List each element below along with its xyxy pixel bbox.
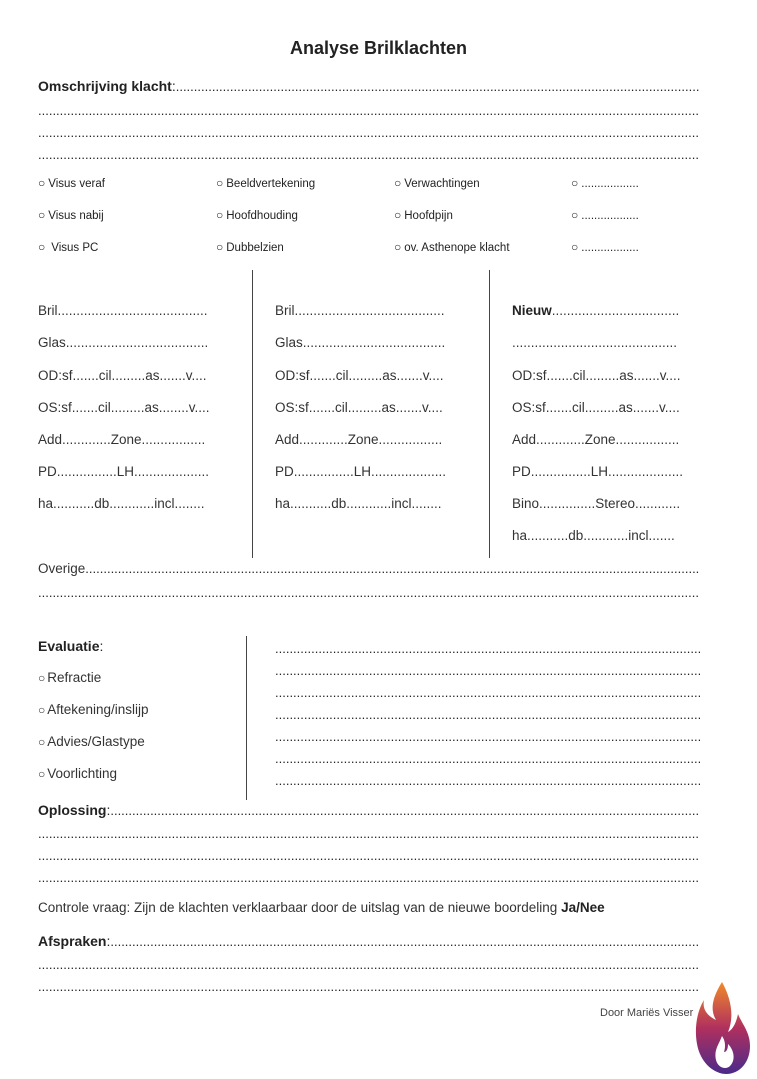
col3-os[interactable]: OS:sf.......cil.........as.......v.... [512,400,680,415]
complaint-label: Omschrijving klacht [38,78,172,94]
col2-bril[interactable]: Bril........................................ [275,303,445,318]
radio-circle-icon: ○ [571,240,579,254]
radio-circle-icon: ○ [394,240,402,254]
radio-circle-icon: ○ [394,208,402,222]
radio-circle-icon: ○ [38,767,46,781]
author-signature: Door Mariës Visser [600,1007,694,1019]
option-hoofdpijn[interactable]: ○ Hoofdpijn [394,208,453,222]
column-divider-1 [252,270,253,558]
radio-circle-icon: ○ [38,671,46,685]
overige-line-1[interactable] [85,561,700,576]
complaint-line-1[interactable] [176,79,700,94]
afspraken-line-1[interactable] [110,934,700,949]
radio-circle-icon: ○ [38,735,46,749]
eval-line-3[interactable] [275,685,700,700]
col2-od[interactable]: OD:sf.......cil.........as.......v.... [275,368,444,383]
oplossing-line-4[interactable] [38,870,700,885]
oplossing-line-2[interactable] [38,826,700,841]
eval-line-4[interactable] [275,707,700,722]
eval-line-5[interactable] [275,729,700,744]
radio-circle-icon: ○ [216,240,224,254]
col2-ha[interactable]: ha...........db............incl........ [275,496,442,511]
radio-circle-icon: ○ [394,176,402,190]
radio-circle-icon: ○ [571,176,579,190]
option-other-2[interactable]: ○ .................. [571,208,639,222]
col1-od[interactable]: OD:sf.......cil.........as.......v.... [38,368,207,383]
controle-question: Controle vraag: Zijn de klachten verklaarbaar door de uitslag van de nieuwe boordeling Ja/Nee [38,900,605,915]
page-title: Analyse Brilklachten [289,38,468,58]
flame-logo-icon [692,980,754,1076]
col3-line-blank[interactable]: ............................................ [512,335,678,350]
controle-answer[interactable]: Ja/Nee [561,900,605,915]
col1-pd[interactable]: PD................LH.................... [38,464,210,479]
eval-line-2[interactable] [275,663,700,678]
col1-ha[interactable]: ha...........db............incl........ [38,496,205,511]
col3-title: Nieuw [512,303,552,318]
radio-circle-icon: ○ [216,176,224,190]
option-hoofdhouding[interactable]: ○ Hoofdhouding [216,208,298,222]
radio-circle-icon: ○ [38,703,46,717]
eval-line-1[interactable] [275,641,700,656]
oplossing-label: Oplossing [38,802,107,818]
eval-refractie[interactable]: ○ Refractie [38,670,102,685]
col1-add[interactable]: Add.............Zone................. [38,432,206,447]
col1-bril[interactable]: Bril........................................ [38,303,208,318]
col2-pd[interactable]: PD................LH.................... [275,464,447,479]
afspraken-line-2[interactable] [38,957,700,972]
col3-pd[interactable]: PD................LH.................... [512,464,684,479]
col2-os[interactable]: OS:sf.......cil.........as.......v.... [275,400,443,415]
eval-aftekening[interactable]: ○ Aftekening/inslijp [38,702,149,717]
radio-circle-icon: ○ [38,208,46,222]
option-asthenope[interactable]: ○ ov. Asthenope klacht [394,240,510,254]
col2-glas[interactable]: Glas...................................... [275,335,446,350]
eval-advies[interactable]: ○ Advies/Glastype [38,734,145,749]
col2-add[interactable]: Add.............Zone................. [275,432,443,447]
oplossing-section: Oplossing : ..... [38,802,700,818]
option-dubbelzien[interactable]: ○ Dubbelzien [216,240,284,254]
col3-od[interactable]: OD:sf.......cil.........as.......v.... [512,368,681,383]
complaint-section: Omschrijving klacht : ..... [38,78,700,94]
col1-glas[interactable]: Glas...................................... [38,335,209,350]
option-visus-veraf[interactable]: ○ Visus veraf [38,176,105,190]
complaint-line-4[interactable] [38,147,700,162]
complaint-line-3[interactable] [38,125,700,140]
column-divider-2 [489,270,490,558]
overige-section [38,561,700,576]
option-other-3[interactable]: ○ .................. [571,240,639,254]
col3-nieuw[interactable]: Nieuw.................................. [512,303,680,318]
overige-label: Overige [38,561,86,576]
radio-circle-icon: ○ [571,208,579,222]
evaluatie-divider [246,636,247,800]
eval-line-6[interactable] [275,751,700,766]
col3-add[interactable]: Add.............Zone................. [512,432,680,447]
overige-line-2[interactable] [38,585,700,600]
col3-ha[interactable]: ha...........db............incl....... [512,528,675,543]
complaint-line-2[interactable] [38,103,700,118]
oplossing-line-3[interactable] [38,848,700,863]
afspraken-label: Afspraken [38,933,107,949]
radio-circle-icon: ○ [38,240,46,254]
radio-circle-icon: ○ [216,208,224,222]
option-beeldvertekening[interactable]: ○ Beeldvertekening [216,176,316,190]
evaluatie-label: Evaluatie: [38,638,104,654]
afspraken-section: Afspraken : ..... [38,933,700,949]
option-visus-nabij[interactable]: ○ Visus nabij [38,208,104,222]
eval-voorlichting[interactable]: ○ Voorlichting [38,766,118,781]
option-other-1[interactable]: ○ .................. [571,176,639,190]
col3-bino[interactable]: Bino...............Stereo............ [512,496,681,511]
eval-line-7[interactable] [275,773,700,788]
option-visus-pc[interactable]: ○ Visus PC [38,240,99,254]
option-verwachtingen[interactable]: ○ Verwachtingen [394,176,480,190]
radio-circle-icon: ○ [38,176,46,190]
afspraken-line-3[interactable] [38,979,700,994]
oplossing-line-1[interactable] [110,803,700,818]
col1-os[interactable]: OS:sf.......cil.........as........v.... [38,400,210,415]
